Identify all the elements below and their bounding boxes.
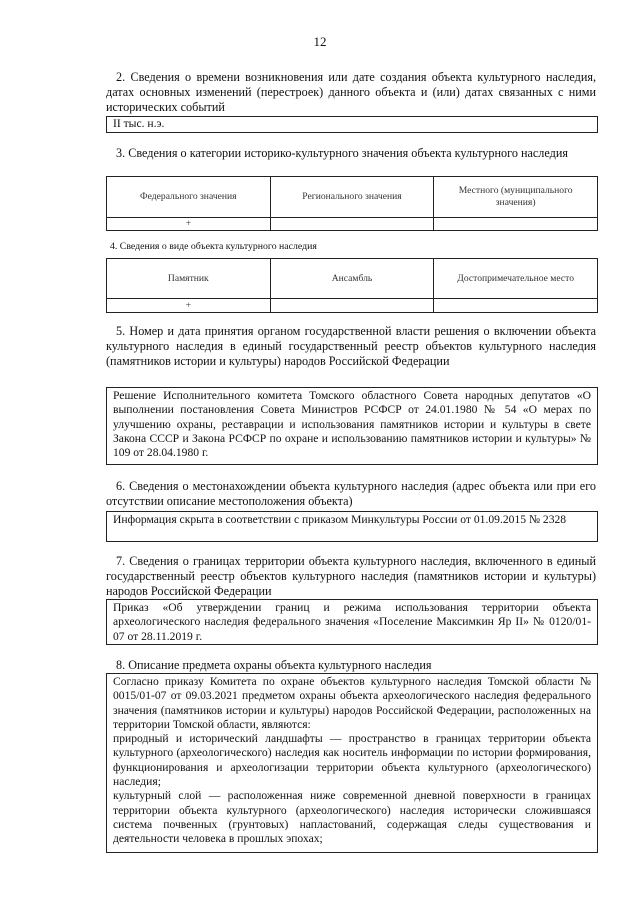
section-6-value: Информация скрыта в соответствии с приказом Минкультуры России от 01.09.2015 № 2328 <box>113 513 567 526</box>
section-3-heading: 3. Сведения о категории историко-культурного значения объекта культурного наследия <box>116 146 568 160</box>
section-5-heading: 5. Номер и дата принятия органом государственной власти решения о включении объекта культурного наследия в единый государственный реестр объектов культурного наследия (памятников истории и культуры) народов Российской Федерации <box>106 324 596 368</box>
section-5-value: Решение Исполнительного комитета Томского областного Совета народных депутатов «О выполнении постановления Совета Министров РСФСР от 24.01.1980 № 54 «О мерах по улучшению охраны, реставрации и использования памятников истории и культуры в свете Закона СССР и Закона РСФСР по охране и использованию памятников истории и культуры» № 109 от 28.04.1980 г. <box>113 389 591 460</box>
page-number: 12 <box>313 34 327 49</box>
category-regional-mark <box>270 218 434 231</box>
protection-subject-intro: Согласно приказу Комитета по охране объектов культурного наследия Томской области № 0015/01-07 от 09.03.2021 предметом охраны объекта археологического наследия федерального значения (памятников истории и культуры) народов Российской Федерации, расположенных на территории Томской области, являются: <box>113 675 591 731</box>
section-2-value-box <box>106 116 598 133</box>
section-3-table <box>106 176 598 231</box>
section-6-value-box <box>106 511 598 542</box>
section-7-value-box <box>106 599 598 645</box>
section-7-heading: 7. Сведения о границах территории объекта культурного наследия, включенного в единый государственный реестр объектов культурного наследия (памятников истории и культуры) народов Российской Федерации <box>106 554 596 598</box>
section-8-value-box <box>106 673 598 853</box>
section-6-heading: 6. Сведения о местонахождении объекта культурного наследия (адрес объекта или при его отсутствии описание местоположения объекта) <box>106 479 596 508</box>
section-7-value: Приказ «Об утверждении границ и режима использования территории объекта археологического наследия федерального значения «Поселение Максимкин Яр II» № 0120/01-07 от 28.11.2019 г. <box>113 601 591 643</box>
section-4-heading: 4. Сведения о виде объекта культурного наследия <box>110 241 317 252</box>
section-5-value-box <box>106 387 598 465</box>
category-local-header: Местного (муниципального значения) <box>434 177 598 218</box>
category-local-mark <box>434 218 598 231</box>
type-landmark-mark <box>434 299 598 313</box>
protection-subject-cultural-layer: культурный слой — расположенная ниже современной дневной поверхности в границах территории объекта культурного (археологического) наследия исторически сложившаяся система почвенных (грунтовых) напластований, содержащая следы существования и деятельности человека в прошлых эпохах; <box>113 789 591 846</box>
category-regional-header: Регионального значения <box>270 177 434 218</box>
section-2-heading: 2. Сведения о времени возникновения или дате создания объекта культурного наследия, датах основных изменений (перестроек) данного объекта и (или) датах связанных с ними исторических событий <box>106 70 596 114</box>
category-federal-header: Федерального значения <box>107 177 271 218</box>
section-2-value: II тыс. н.э. <box>113 117 165 130</box>
type-monument-header: Памятник <box>107 259 271 299</box>
type-monument-mark: + <box>107 299 271 313</box>
protection-subject-landscape: природный и исторический ландшафты — пространство в границах территории объекта культурного (археологического) наследия как носитель информации по истории формирования, функционирования и археологизации территории объекта культурного (археологического) наследия; <box>113 732 591 789</box>
type-landmark-header: Достопримечательное место <box>434 259 598 299</box>
category-federal-mark: + <box>107 218 271 231</box>
type-ensemble-header: Ансамбль <box>270 259 434 299</box>
section-8-heading: 8. Описание предмета охраны объекта культурного наследия <box>116 658 432 672</box>
section-4-table <box>106 258 598 313</box>
type-ensemble-mark <box>270 299 434 313</box>
